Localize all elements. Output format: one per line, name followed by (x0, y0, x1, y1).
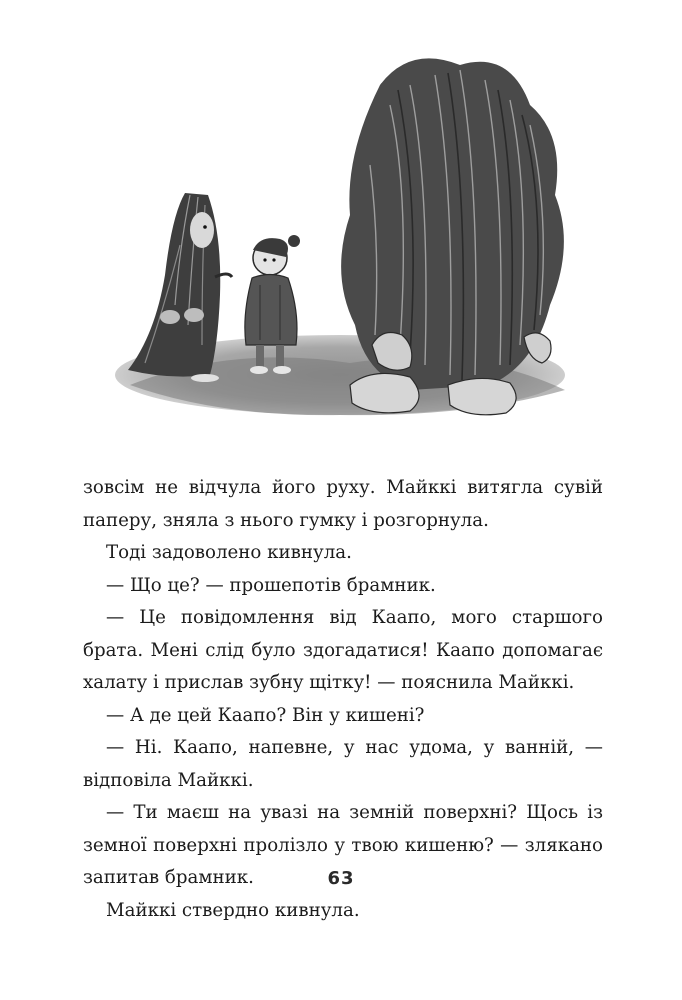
story-illustration (110, 45, 580, 430)
paragraph: зовсім не відчула його руху. Майккі витягла сувій паперу, зняла з нього гумку і розгорнула. (83, 477, 603, 531)
paragraph: — Ні. Каапо, напевне, у нас удома, у ванній, — відповіла Майккі. (83, 737, 603, 791)
paragraph: — А де цей Каапо? Він у кишені? (106, 704, 425, 726)
paragraph: — Що це? — прошепотів брамник. (106, 574, 436, 596)
paragraph: — Це повідомлення від Каапо, мого старшого брата. Мені слід було здогадатися! Каапо допомагає халату і прислав зубну щітку! — пояснила Майккі. (83, 607, 603, 693)
paragraph: Майккі ствердно кивнула. (106, 899, 360, 921)
page-number: 63 (327, 868, 355, 889)
paragraph: Тоді задоволено кивнула. (106, 542, 352, 563)
paragraph: — Ти маєш на увазі на земній поверхні? Щось із земної поверхні пролізло у твою кишеню? — злякано запитав брамник. (83, 802, 603, 888)
story-text (83, 472, 603, 927)
